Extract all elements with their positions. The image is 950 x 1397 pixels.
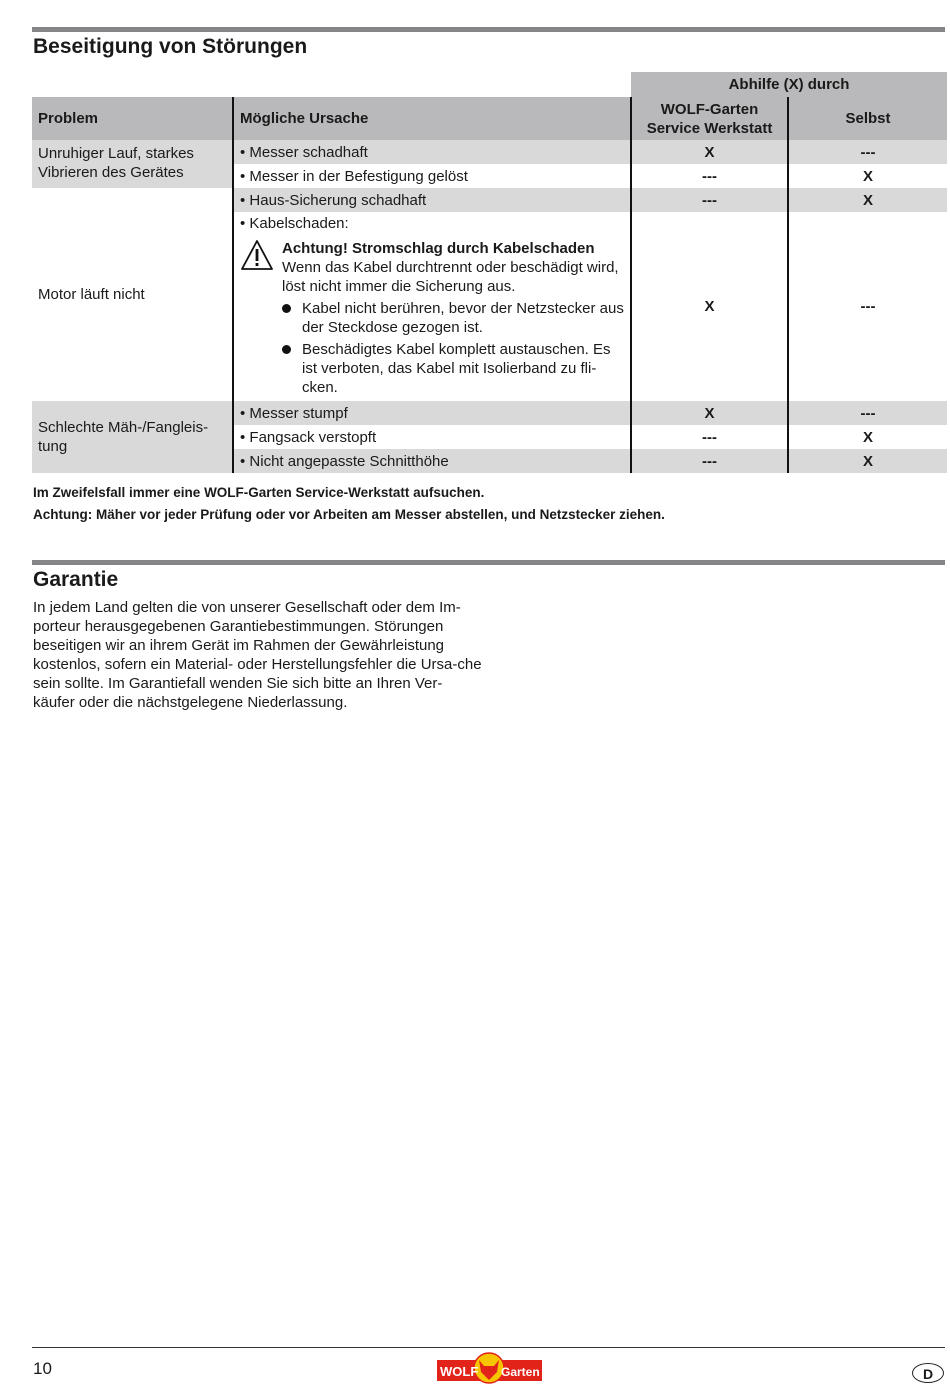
section-title-troubleshooting: Beseitigung von Störungen <box>33 35 308 58</box>
self-cell: X <box>788 164 947 188</box>
cause-cell: • Fangsack verstopft <box>233 425 631 449</box>
cause-cell: • Messer stumpf <box>233 401 631 425</box>
warning-title-text: Achtung! Stromschlag durch Kabelschaden <box>282 240 595 257</box>
table-row <box>32 140 947 164</box>
table-row <box>32 401 947 425</box>
cause-cable-label: • Kabelschaden: <box>240 215 624 233</box>
problem-cell: Unruhiger Lauf, starkes Vibrieren des Gerätes <box>32 140 233 188</box>
footer-rule <box>32 1347 945 1348</box>
svg-text:WOLF: WOLF <box>440 1364 479 1379</box>
service-cell: --- <box>631 449 788 473</box>
self-cell: --- <box>788 401 947 425</box>
service-cell: --- <box>631 425 788 449</box>
cause-cell-cable-damage <box>233 212 631 401</box>
service-cell: X <box>631 140 788 164</box>
warning-bullet: Beschädigtes Kabel komplett austauschen. Es ist verboten, das Kabel mit Isolierband zu fli-cken. <box>302 340 624 397</box>
service-cell: X <box>631 401 788 425</box>
page-number: 10 <box>33 1359 52 1378</box>
table-row <box>32 188 947 212</box>
warning-triangle-icon <box>240 239 274 271</box>
header-spacer <box>32 72 631 97</box>
cause-column-header: Mögliche Ursache <box>233 97 631 140</box>
service-header-line1: WOLF-Garten <box>660 100 759 118</box>
note-service: Im Zweifelsfall immer eine WOLF-Garten Service-Werkstatt aufsuchen. <box>33 485 485 500</box>
cause-cell: • Haus-Sicherung schadhaft <box>233 188 631 212</box>
problem-cell: Motor läuft nicht <box>32 188 233 401</box>
remedy-group-header: Abhilfe (X) durch <box>631 72 947 97</box>
self-cell: --- <box>788 140 947 164</box>
language-badge: D <box>912 1363 944 1383</box>
section-title-warranty: Garantie <box>33 568 119 591</box>
cause-cell: • Nicht angepasste Schnitthöhe <box>233 449 631 473</box>
self-cell: X <box>788 449 947 473</box>
self-cell: X <box>788 425 947 449</box>
warning-bullet: Kabel nicht berühren, bevor der Netzstecker aus der Steckdose gezogen ist. <box>302 300 624 336</box>
problem-column-header: Problem <box>32 97 233 140</box>
warning-text: Wenn das Kabel durchtrennt oder beschädigt wird, löst nicht immer die Sicherung aus. <box>282 259 619 295</box>
self-cell: --- <box>788 212 947 401</box>
wolf-garten-logo <box>437 1352 542 1384</box>
warranty-text: In jedem Land gelten die von unserer Gesellschaft oder dem Im-porteur herausgegebenen Garantiebestimmungen. Störungen beseitigen wir an ihrem Gerät im Rahmen der Gewährleistung kostenlos, sofern ein Material- oder Herstellungsfehler die Ursa-che sein sollte. Im Garantiefall wenden Sie sich bitte an Ihren Ver-käufer oder die nächstgelegene Niederlassung. <box>33 599 482 711</box>
problem-cell: Schlechte Mäh-/Fangleis-tung <box>32 401 233 473</box>
self-column-header: Selbst <box>788 97 947 140</box>
warning-list <box>282 299 624 397</box>
top-rule <box>32 27 945 32</box>
service-cell: X <box>631 212 788 401</box>
service-cell: --- <box>631 164 788 188</box>
svg-text:Garten: Garten <box>501 1365 540 1379</box>
cause-cell: • Messer in der Befestigung gelöst <box>233 164 631 188</box>
warning-block <box>240 239 624 397</box>
troubleshooting-table <box>32 72 947 473</box>
service-cell: --- <box>631 188 788 212</box>
cause-cell: • Messer schadhaft <box>233 140 631 164</box>
note-safety: Achtung: Mäher vor jeder Prüfung oder vor Arbeiten am Messer abstellen, und Netzstecker ziehen. <box>33 507 665 522</box>
section-rule <box>32 560 945 565</box>
service-column-header <box>631 97 788 140</box>
service-header-line2: Service Werkstatt <box>646 119 773 137</box>
self-cell: X <box>788 188 947 212</box>
